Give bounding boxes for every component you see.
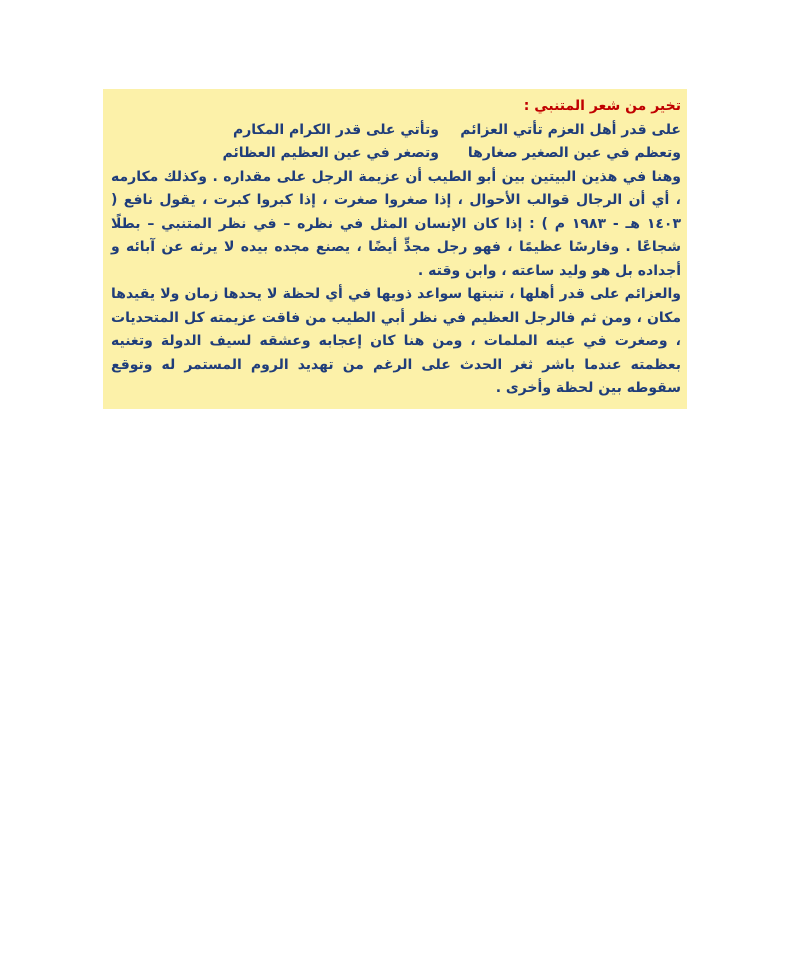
note-title: تخير من شعر المتنبي :: [523, 98, 681, 114]
first-hemistich: وتعظم في عين الصغير صغارها: [467, 145, 681, 161]
verse-line: [111, 142, 681, 166]
first-hemistich: على قدر أهل العزم تأتي العزائم: [460, 121, 681, 138]
commentary-paragraph: والعزائم على قدر أهلها ، تنبتها سواعد ذويها في أي لحظة لا يحدها زمان ولا يقيدها مكان ، ومن ثم فالرجل العظيم في نظر أبي الطيب من فاقت عزيمته كل المتحديات ، وصغرت في عينه الملمات ، ومن هنا كان إعجابه وعشقه لسيف الدولة وتغنيه بعظمته عندما باشر ثغر الحدث على الرغم من تهديد الروم المستمر له وتوقع سقوطه بين لحظة وأخرى .: [111, 286, 681, 396]
poetry-note-box: [103, 89, 687, 409]
second-hemistich: وتأتي على قدر الكرام المكارم: [232, 121, 439, 138]
second-hemistich: وتصغر في عين العظيم العظائم: [222, 145, 439, 161]
commentary-paragraph: وهنا في هذين البيتين بين أبو الطيب أن عزيمة الرجل على مقداره . وكذلك مكارمه ، أي أن الرجال قوالب الأحوال ، إذا صغروا صغرت ، إذا كبروا كبرت ، يقول نافع ( ١٤٠٣ هـ - ١٩٨٣ م ) : إذا كان الإنسان المثل في نظره – في نظر المتنبي – بطلًا شجاعًا . وفارسًا عظيمًا ، فهو رجل مجدٍّ أيضًا ، يصنع مجده بيده لا يرثه عن آبائه و أجداده بل هو وليد ساعته ، وابن وقته .: [111, 168, 681, 279]
verse-line: [111, 119, 681, 143]
